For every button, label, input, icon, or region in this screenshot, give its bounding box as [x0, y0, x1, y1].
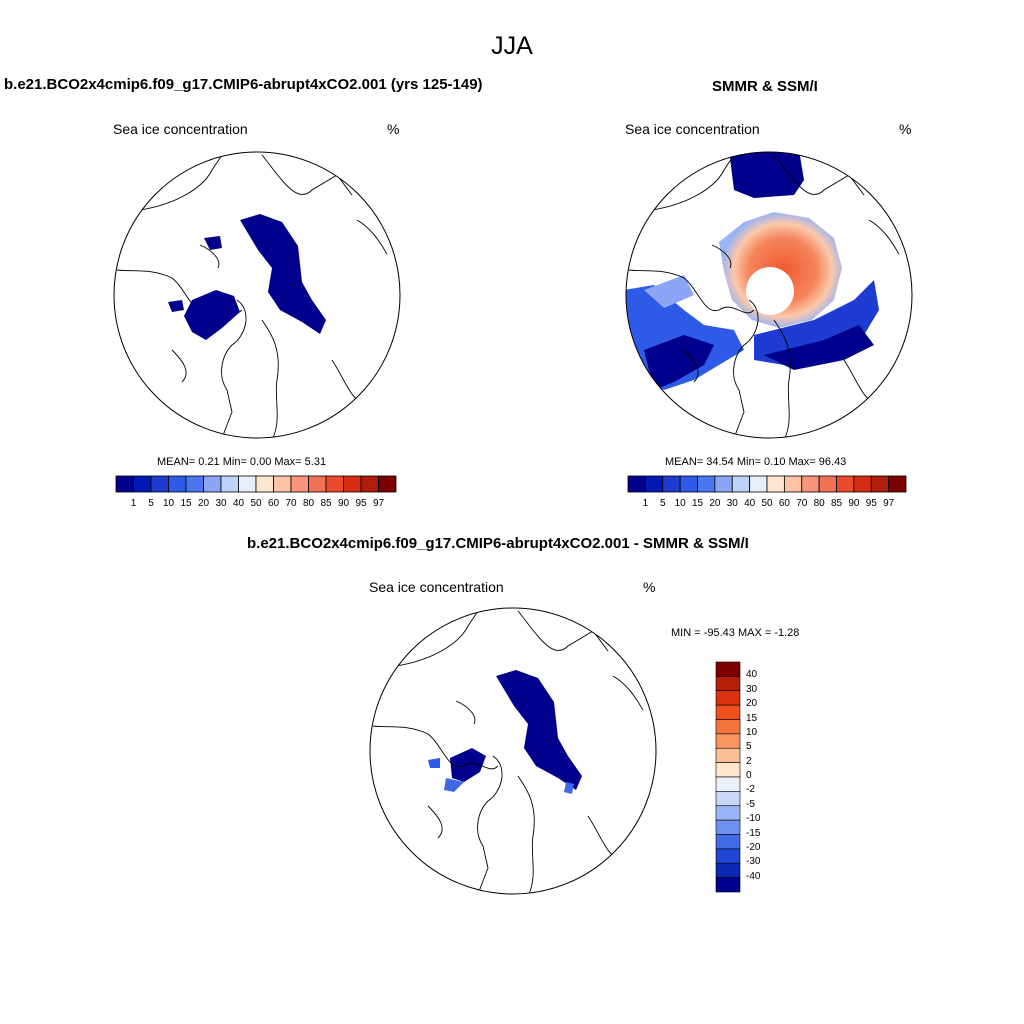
colorbar-swatch [716, 777, 740, 791]
obs-colorbar-label: 50 [761, 498, 773, 509]
colorbar-swatch [732, 476, 749, 492]
colorbar-swatch [716, 863, 740, 877]
obs-colorbar-label: 70 [796, 498, 808, 509]
diff-colorbar-label: -40 [746, 870, 761, 882]
diff-polar-map [368, 606, 658, 896]
model-polar-map [112, 150, 402, 440]
obs-ice-field [624, 150, 879, 390]
model-colorbar-label: 30 [215, 498, 227, 509]
diff-colorbar-label: 10 [746, 726, 758, 738]
obs-colorbar-label: 1 [642, 498, 649, 509]
model-colorbar [116, 476, 396, 492]
colorbar-swatch [716, 691, 740, 705]
colorbar-swatch [716, 748, 740, 762]
obs-colorbar-label: 90 [848, 498, 860, 509]
diff-ice-patches [428, 670, 582, 794]
colorbar-swatch [750, 476, 767, 492]
diff-stats: MIN = -95.43 MAX = -1.28 [671, 627, 800, 639]
colorbar-swatch [716, 720, 740, 734]
model-colorbar-label: 20 [197, 498, 210, 509]
diff-colorbar-label: -5 [746, 798, 755, 810]
obs-colorbar-label: 80 [813, 498, 825, 509]
model-colorbar-label: 5 [148, 498, 154, 509]
diff-colorbar-label: 40 [746, 669, 758, 681]
obs-variable-label: Sea ice concentration [625, 121, 760, 137]
obs-colorbar-label: 30 [726, 498, 738, 509]
obs-colorbar-label: 20 [709, 498, 721, 509]
diff-colorbar-label: -2 [746, 784, 755, 796]
colorbar-swatch [716, 806, 740, 820]
colorbar-swatch [239, 476, 257, 492]
colorbar-swatch [326, 476, 344, 492]
colorbar-swatch [716, 676, 740, 690]
model-colorbar-label: 97 [372, 498, 385, 509]
colorbar-swatch [716, 763, 740, 777]
diff-colorbar-label: 15 [746, 712, 758, 724]
obs-colorbar [628, 476, 906, 492]
colorbar-swatch [889, 476, 906, 492]
model-panel-title: b.e21.BCO2x4cmip6.f09_g17.CMIP6-abrupt4xCO2.001 (yrs 125-149) [4, 76, 483, 93]
colorbar-swatch [819, 476, 836, 492]
colorbar-swatch [151, 476, 169, 492]
diff-colorbar-label: 2 [746, 755, 752, 767]
colorbar-swatch [344, 476, 362, 492]
colorbar-swatch [716, 878, 740, 892]
colorbar-swatch [802, 476, 819, 492]
colorbar-swatch [291, 476, 309, 492]
diff-panel-title: b.e21.BCO2x4cmip6.f09_g17.CMIP6-abrupt4xCO2.001 - SMMR & SSM/I [247, 535, 749, 552]
obs-colorbar-label: 95 [865, 498, 877, 509]
colorbar-swatch [309, 476, 327, 492]
colorbar-swatch [274, 476, 292, 492]
model-stats: MEAN= 0.21 Min= 0.00 Max= 5.31 [157, 456, 327, 468]
diff-colorbar-label: -30 [746, 856, 761, 868]
model-colorbar-label: 85 [320, 498, 332, 509]
obs-polar-map [624, 150, 914, 440]
colorbar-swatch [784, 476, 801, 492]
colorbar-swatch [716, 734, 740, 748]
obs-units-label: % [899, 121, 912, 137]
diff-colorbar-label: 5 [746, 741, 752, 753]
obs-colorbar-label: 85 [830, 498, 843, 509]
colorbar-swatch [716, 820, 740, 834]
model-colorbar-label: 15 [180, 498, 192, 509]
colorbar-swatch [134, 476, 152, 492]
model-colorbar-label: 50 [250, 498, 262, 509]
colorbar-swatch [116, 476, 134, 492]
obs-colorbar-label: 97 [883, 498, 895, 509]
colorbar-swatch [854, 476, 871, 492]
colorbar-swatch [716, 791, 740, 805]
colorbar-swatch [379, 476, 397, 492]
colorbar-swatch [221, 476, 239, 492]
colorbar-swatch [680, 476, 697, 492]
figure-title: JJA [491, 32, 533, 60]
model-variable-label: Sea ice concentration [113, 121, 248, 137]
diff-colorbar-label: 20 [746, 698, 758, 710]
colorbar-swatch [169, 476, 187, 492]
diff-colorbar [716, 662, 740, 892]
obs-colorbar-label: 10 [674, 498, 686, 509]
obs-colorbar-label: 60 [778, 498, 790, 509]
model-colorbar-label: 40 [232, 498, 245, 509]
obs-colorbar-label: 40 [744, 498, 756, 509]
colorbar-swatch [871, 476, 888, 492]
colorbar-swatch [698, 476, 715, 492]
colorbar-swatch [716, 662, 740, 676]
colorbar-swatch [361, 476, 379, 492]
colorbar-swatch [204, 476, 222, 492]
colorbar-swatch [716, 835, 740, 849]
diff-colorbar-label: -15 [746, 827, 761, 839]
colorbar-swatch [628, 476, 645, 492]
model-colorbar-label: 10 [162, 498, 175, 509]
colorbar-swatch [663, 476, 680, 492]
model-ice-patches [168, 214, 326, 340]
obs-colorbar-label: 5 [659, 498, 666, 509]
colorbar-swatch [767, 476, 784, 492]
model-colorbar-label: 80 [302, 498, 315, 509]
diff-colorbar-label: 0 [746, 770, 752, 781]
colorbar-swatch [186, 476, 204, 492]
diff-variable-label: Sea ice concentration [369, 579, 504, 595]
model-colorbar-label: 1 [130, 498, 137, 509]
model-colorbar-label: 60 [267, 498, 280, 509]
model-colorbar-label: 90 [337, 498, 350, 509]
diff-colorbar-label: -10 [746, 813, 761, 825]
colorbar-swatch [837, 476, 854, 492]
obs-stats: MEAN= 34.54 Min= 0.10 Max= 96.43 [665, 456, 847, 468]
colorbar-swatch [715, 476, 732, 492]
diff-units-label: % [643, 579, 656, 595]
diff-colorbar-label: -20 [746, 841, 761, 853]
obs-panel-title: SMMR & SSM/I [712, 78, 818, 95]
model-colorbar-label: 70 [285, 498, 297, 509]
diff-colorbar-label: 30 [746, 683, 758, 695]
colorbar-swatch [716, 705, 740, 719]
colorbar-swatch [645, 476, 662, 492]
model-units-label: % [387, 121, 400, 137]
obs-colorbar-label: 15 [691, 498, 704, 509]
colorbar-swatch [256, 476, 274, 492]
colorbar-swatch [716, 849, 740, 863]
model-colorbar-label: 95 [355, 498, 367, 509]
